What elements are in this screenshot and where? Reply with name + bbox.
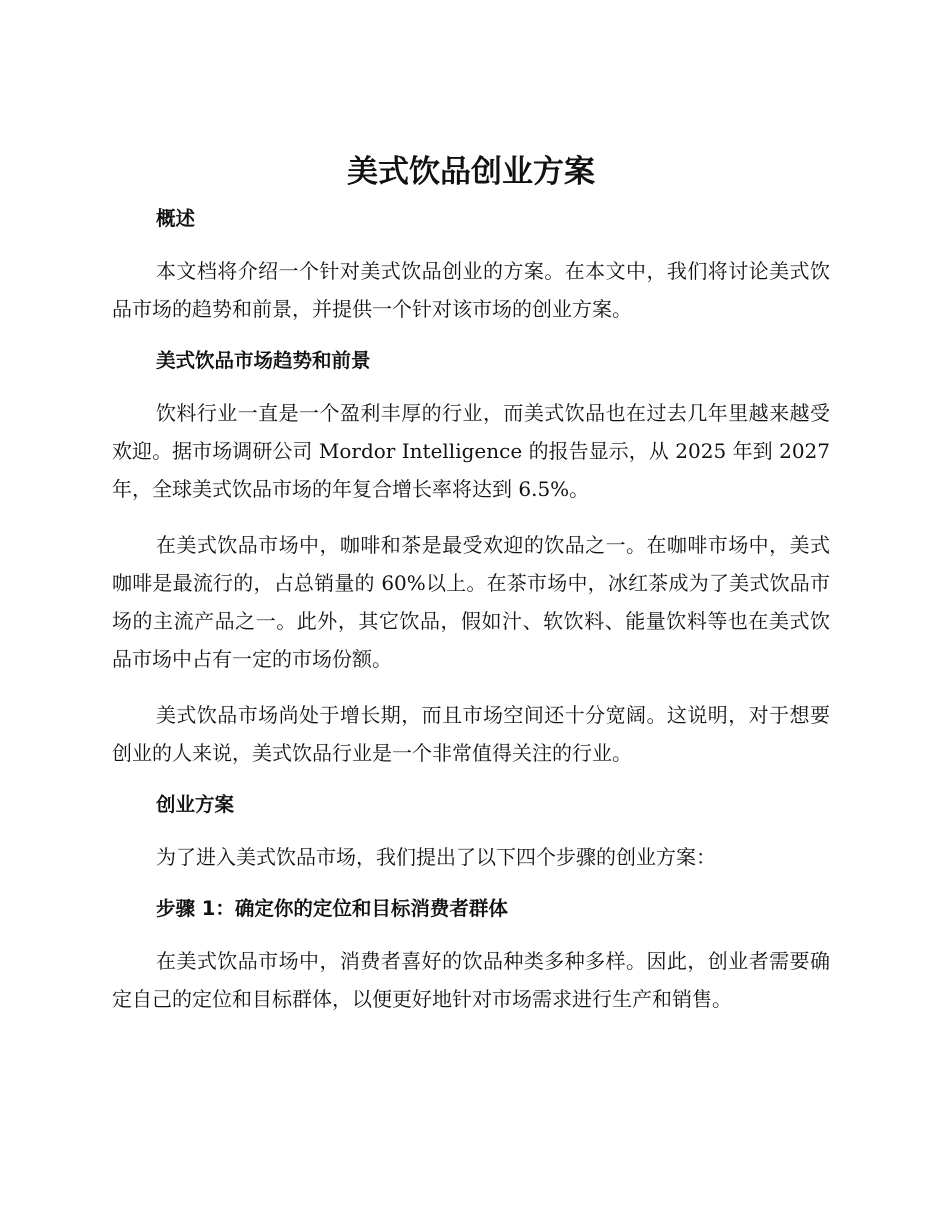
paragraph-market-outlook: 美式饮品市场尚处于增长期，而且市场空间还十分宽阔。这说明，对于想要创业的人来说，美式饮品行业是一个非常值得关注的行业。 [112,703,830,765]
paragraph-popular-drinks: 在美式饮品市场中，咖啡和茶是最受欢迎的饮品之一。在咖啡市场中，美式咖啡是最流行的，占总销量的 60%以上。在茶市场中，冰红茶成为了美式饮品市场的主流产品之一。此外，其它饮品，假如汁、软饮料、能量饮料等也在美式饮品市场中占有一定的市场份额。 [112,533,830,671]
heading-step-1: 步骤 1：确定你的定位和目标消费者群体 [156,897,508,920]
paragraph-market-growth: 饮料行业一直是一个盈利丰厚的行业，而美式饮品也在过去几年里越来越受欢迎。据市场调研公司 Mordor Intelligence 的报告显示，从 2025 年到 2027 年，全球美式饮品市场的年复合增长率将达到 6.5%。 [112,401,830,501]
paragraph-overview-intro: 本文档将介绍一个针对美式饮品创业的方案。在本文中，我们将讨论美式饮品市场的趋势和前景，并提供一个针对该市场的创业方案。 [112,259,830,321]
document-title: 美式饮品创业方案 [347,154,595,190]
paragraph-plan-intro: 为了进入美式饮品市场，我们提出了以下四个步骤的创业方案： [156,845,716,869]
document-body [112,150,830,1036]
heading-market-trends: 美式饮品市场趋势和前景 [156,349,371,372]
heading-overview: 概述 [156,207,196,230]
heading-business-plan: 创业方案 [156,793,235,816]
paragraph-step-1: 在美式饮品市场中，消费者喜好的饮品种类多种多样。因此，创业者需要确定自己的定位和目标群体，以便更好地针对市场需求进行生产和销售。 [112,949,830,1011]
